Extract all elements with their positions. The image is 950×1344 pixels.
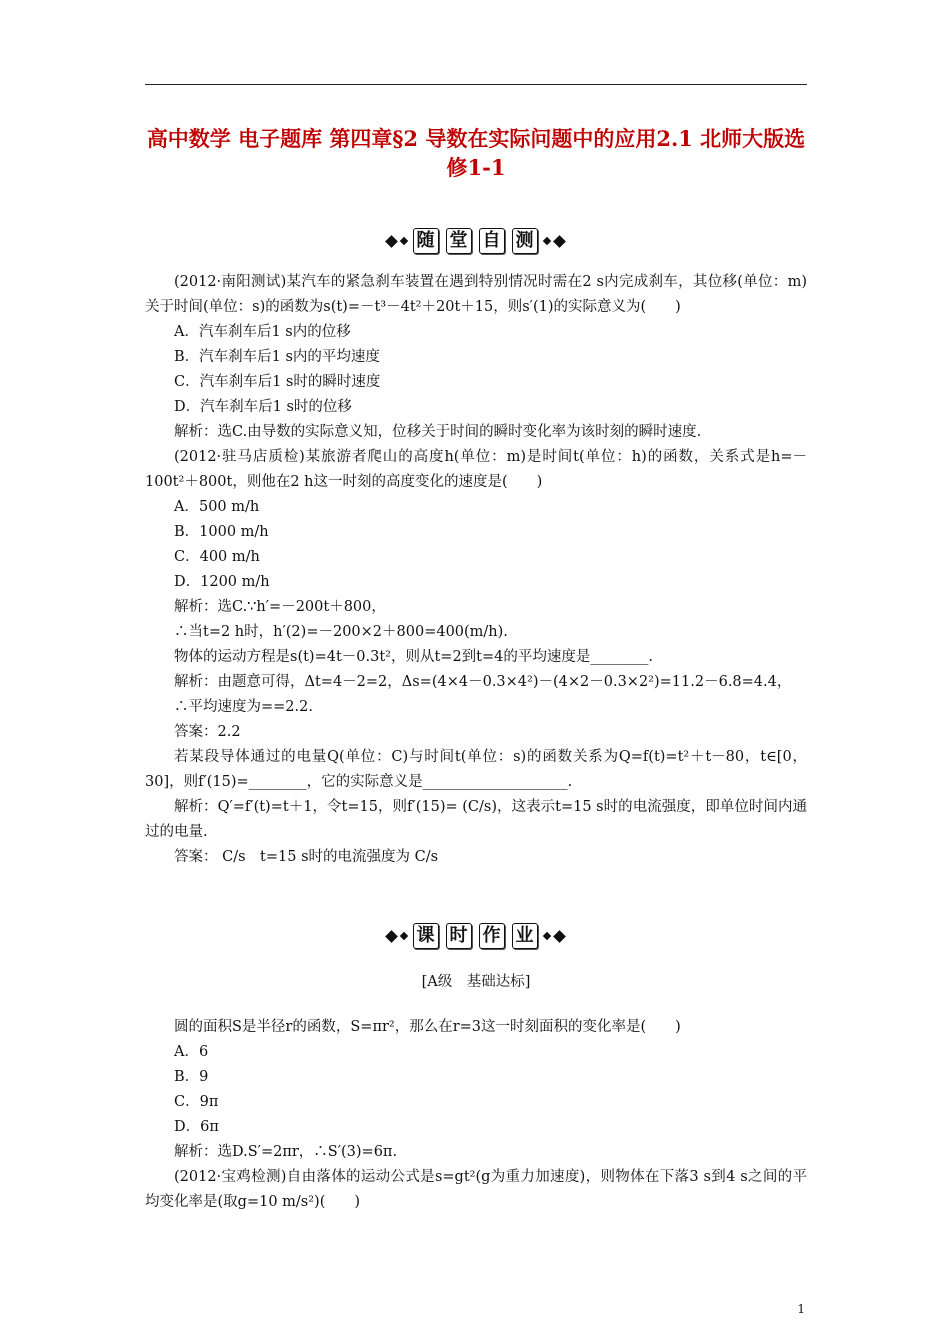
banner-char: 测 <box>512 228 538 254</box>
diamond-icon <box>385 235 398 248</box>
answer: 解析：选C.由导数的实际意义知，位移关于时间的瞬时变化率为该时刻的瞬时速度. <box>174 424 702 440</box>
option: C．400 m/h <box>174 549 260 565</box>
content-part2 <box>145 970 807 1215</box>
diamond-small-icon <box>399 932 407 940</box>
content-part1 <box>145 270 807 870</box>
answer: 答案： C/s t=15 s时的电流强度为 C/s <box>174 849 439 865</box>
answer: 解析：选D.S′=2πr，∴S′(3)=6π. <box>174 1144 398 1160</box>
option: D．6π <box>174 1119 219 1135</box>
banner-char: 自 <box>479 228 505 254</box>
answer: ∴平均速度为==2.2. <box>174 699 313 715</box>
option: C．汽车刹车后1 s时的瞬时速度 <box>174 374 381 390</box>
answer: 答案：2.2 <box>174 724 241 740</box>
option: A．500 m/h <box>174 499 260 515</box>
diamond-icon <box>385 930 398 943</box>
banner-char: 堂 <box>446 228 472 254</box>
option: D．1200 m/h <box>174 574 270 590</box>
page-title: 高中数学 电子题库 第四章§2 导数在实际问题中的应用2.1 北师大版选修1-1 <box>146 126 806 180</box>
header-rule <box>145 84 807 85</box>
question-stem: 物体的运动方程是s(t)=4t－0.3t²，则从t=2到t=4的平均速度是________. <box>174 649 653 665</box>
section-banner-homework <box>0 923 950 953</box>
answer: 解析：由题意可得，Δt=4－2=2，Δs=(4×4－0.3×4²)－(4×2－0.3×2²)=11.2－6.8=4.4， <box>174 674 792 690</box>
option: B．9 <box>174 1069 209 1085</box>
section-banner-practice <box>0 228 950 258</box>
diamond-small-icon <box>399 237 407 245</box>
option: A．6 <box>174 1044 209 1060</box>
diamond-icon <box>553 930 566 943</box>
banner-char: 时 <box>446 923 472 949</box>
question-stem: 若某段导体通过的电量Q(单位：C)与时间t(单位：s)的函数关系为Q=f(t)=t²＋t－80，t∈[0，30]，则f′(15)=________，它的实际意义是____________________. <box>145 749 807 790</box>
option: C．9π <box>174 1094 219 1110</box>
level-heading: [A级 基础达标] <box>421 974 531 990</box>
banner-char: 作 <box>479 923 505 949</box>
question-stem: (2012·南阳测试)某汽车的紧急刹车装置在遇到特别情况时需在2 s内完成刹车，其位移(单位：m)关于时间(单位：s)的函数为s(t)=－t³－4t²＋20t＋15，则s′(1)的实际意义为( ) <box>145 274 807 315</box>
banner-char: 业 <box>512 923 538 949</box>
answer: ∴当t=2 h时，h′(2)=－200×2＋800=400(m/h). <box>174 624 508 640</box>
banner-char: 随 <box>413 228 439 254</box>
question-stem: 圆的面积S是半径r的函数，S=πr²，那么在r=3这一时刻面积的变化率是( ) <box>174 1019 681 1035</box>
banner-char: 课 <box>413 923 439 949</box>
diamond-small-icon <box>542 932 550 940</box>
option: B．汽车刹车后1 s内的平均速度 <box>174 349 380 365</box>
question-stem: (2012·驻马店质检)某旅游者爬山的高度h(单位：m)是时间t(单位：h)的函数，关系式是h=－100t²＋800t，则他在2 h这一时刻的高度变化的速度是( ) <box>145 449 807 490</box>
option: D．汽车刹车后1 s时的位移 <box>174 399 352 415</box>
diamond-small-icon <box>542 237 550 245</box>
option: A．汽车刹车后1 s内的位移 <box>174 324 351 340</box>
page-number: 1 <box>797 1302 805 1316</box>
answer: 解析：选C.∵h′=－200t＋800， <box>174 599 386 615</box>
question-stem: (2012·宝鸡检测)自由落体的运动公式是s=gt²(g为重力加速度)，则物体在下落3 s到4 s之间的平均变化率是(取g=10 m/s²)( ) <box>145 1169 807 1210</box>
diamond-icon <box>553 235 566 248</box>
answer: 解析：Q′=f′(t)=t＋1，令t=15，则f′(15)= (C/s)，这表示t=15 s时的电流强度，即单位时间内通过的电量. <box>145 799 807 840</box>
option: B．1000 m/h <box>174 524 269 540</box>
